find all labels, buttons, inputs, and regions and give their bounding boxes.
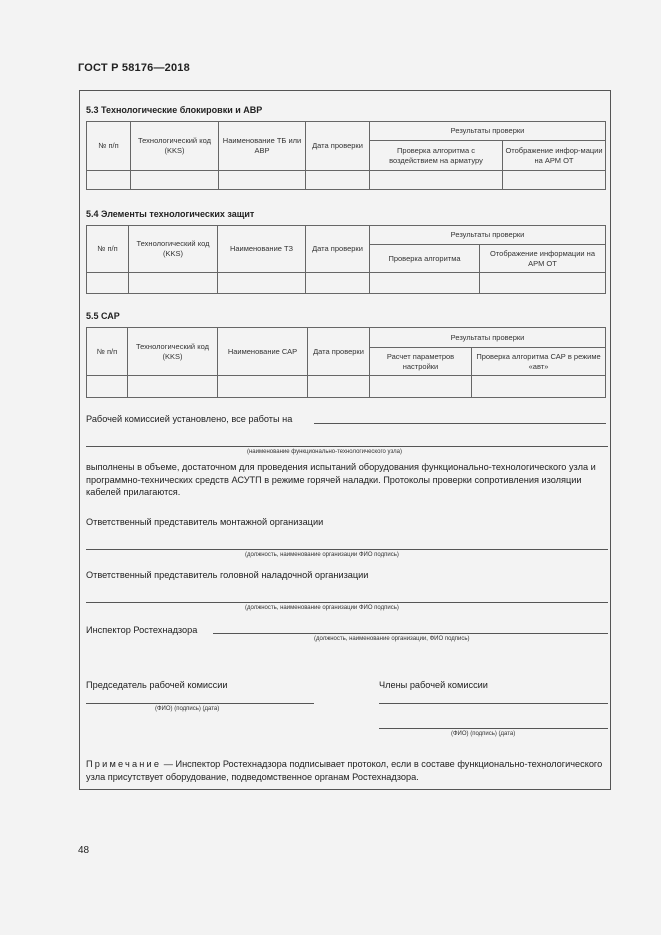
document-code: ГОСТ Р 58176—2018 <box>78 62 190 74</box>
col-results: Результаты проверки <box>370 226 606 245</box>
table-cell[interactable] <box>370 273 480 294</box>
label-inspector: Инспектор Ростехнадзора <box>86 625 198 635</box>
commission-rep-field[interactable] <box>86 602 608 603</box>
members-field-1[interactable] <box>379 703 608 704</box>
col-sub-display: Отображение информации на АРМ ОТ <box>480 245 606 273</box>
table-cell[interactable] <box>306 273 370 294</box>
col-sub-algorithm: Проверка алгоритма с воздействием на арматуру <box>370 141 503 171</box>
label-install-rep: Ответственный представитель монтажной организации <box>86 517 324 527</box>
section-title-5-4: 5.4 Элементы технологических защит <box>86 209 255 219</box>
node-name-field-line2[interactable] <box>86 446 608 447</box>
table-cell[interactable] <box>306 171 370 190</box>
label-chairman: Председатель рабочей комиссии <box>86 680 228 690</box>
caption-members: (ФИО) (подпись) (дата) <box>451 731 516 737</box>
note <box>86 758 608 783</box>
col-kks: Технологический код (KKS) <box>131 122 219 171</box>
col-date: Дата проверки <box>306 226 370 273</box>
install-rep-field[interactable] <box>86 549 608 550</box>
page-number: 48 <box>78 845 90 856</box>
col-name: Наименование ТЗ <box>218 226 306 273</box>
caption-chairman: (ФИО) (подпись) (дата) <box>155 706 220 712</box>
chairman-field[interactable] <box>86 703 314 704</box>
table-sar <box>86 327 606 398</box>
table-cell[interactable] <box>87 273 129 294</box>
section-title-5-5: 5.5 САР <box>86 311 120 321</box>
table-cell[interactable] <box>131 171 219 190</box>
col-number: № п/п <box>87 328 128 376</box>
col-date: Дата проверки <box>308 328 370 376</box>
inspector-field[interactable] <box>213 633 608 634</box>
table-cell[interactable] <box>472 376 606 398</box>
table-cell[interactable] <box>218 376 308 398</box>
col-kks: Технологический код (KKS) <box>129 226 218 273</box>
table-cell[interactable] <box>128 376 218 398</box>
col-kks: Технологический код (KKS) <box>128 328 218 376</box>
table-protections <box>86 225 606 294</box>
commission-statement: Рабочей комиссией установлено, все работы на <box>86 414 293 424</box>
caption-node: (наименование функционально-технологического узла) <box>247 449 403 455</box>
col-number: № п/п <box>87 122 131 171</box>
table-cell[interactable] <box>218 273 306 294</box>
label-commission-rep: Ответственный представитель головной наладочной организации <box>86 570 369 580</box>
node-name-field[interactable] <box>314 423 606 424</box>
caption-install-rep: (должность, наименование организации ФИО подпись) <box>245 552 399 558</box>
section-title-5-3: 5.3 Технологические блокировки и АВР <box>86 105 263 115</box>
members-field-2[interactable] <box>379 728 608 729</box>
table-cell[interactable] <box>503 171 606 190</box>
table-cell[interactable] <box>87 171 131 190</box>
table-cell[interactable] <box>219 171 306 190</box>
col-results: Результаты проверки <box>370 328 606 348</box>
table-cell[interactable] <box>129 273 218 294</box>
col-results: Результаты проверки <box>370 122 606 141</box>
table-cell[interactable] <box>87 376 128 398</box>
table-cell[interactable] <box>370 171 503 190</box>
col-number: № п/п <box>87 226 129 273</box>
col-date: Дата проверки <box>306 122 370 171</box>
note-text: — Инспектор Ростехнадзора подписывает протокол, если в составе функционально-технологического узла присутствует оборудование, подведомственное органам Ростехнадзора. <box>86 759 603 782</box>
caption-commission-rep: (должность, наименование организации ФИО подпись) <box>245 605 399 611</box>
col-sub-calc: Расчет параметров настройки <box>370 348 472 376</box>
table-blockings <box>86 121 606 190</box>
col-name: Наименование ТБ или АВР <box>219 122 306 171</box>
col-sub-algorithm: Проверка алгоритма <box>370 245 480 273</box>
statement-paragraph: выполнены в объеме, достаточном для проведения испытаний оборудования функционально-технологического узла и программно-технических средств АСУТП в режиме горячей наладки. Протоколы проверки сопротивления изоляции кабелей прилагаются. <box>86 462 596 497</box>
table-cell[interactable] <box>480 273 606 294</box>
col-sub-check: Проверка алгоритма САР в режиме «авт» <box>472 348 606 376</box>
table-cell[interactable] <box>308 376 370 398</box>
note-label: Примечание <box>86 759 162 769</box>
caption-inspector: (должность, наименование организации, ФИО подпись) <box>314 636 470 642</box>
label-members: Члены рабочей комиссии <box>379 680 488 690</box>
col-sub-display: Отображение инфор-мации на АРМ ОТ <box>503 141 606 171</box>
table-cell[interactable] <box>370 376 472 398</box>
col-name: Наименование САР <box>218 328 308 376</box>
